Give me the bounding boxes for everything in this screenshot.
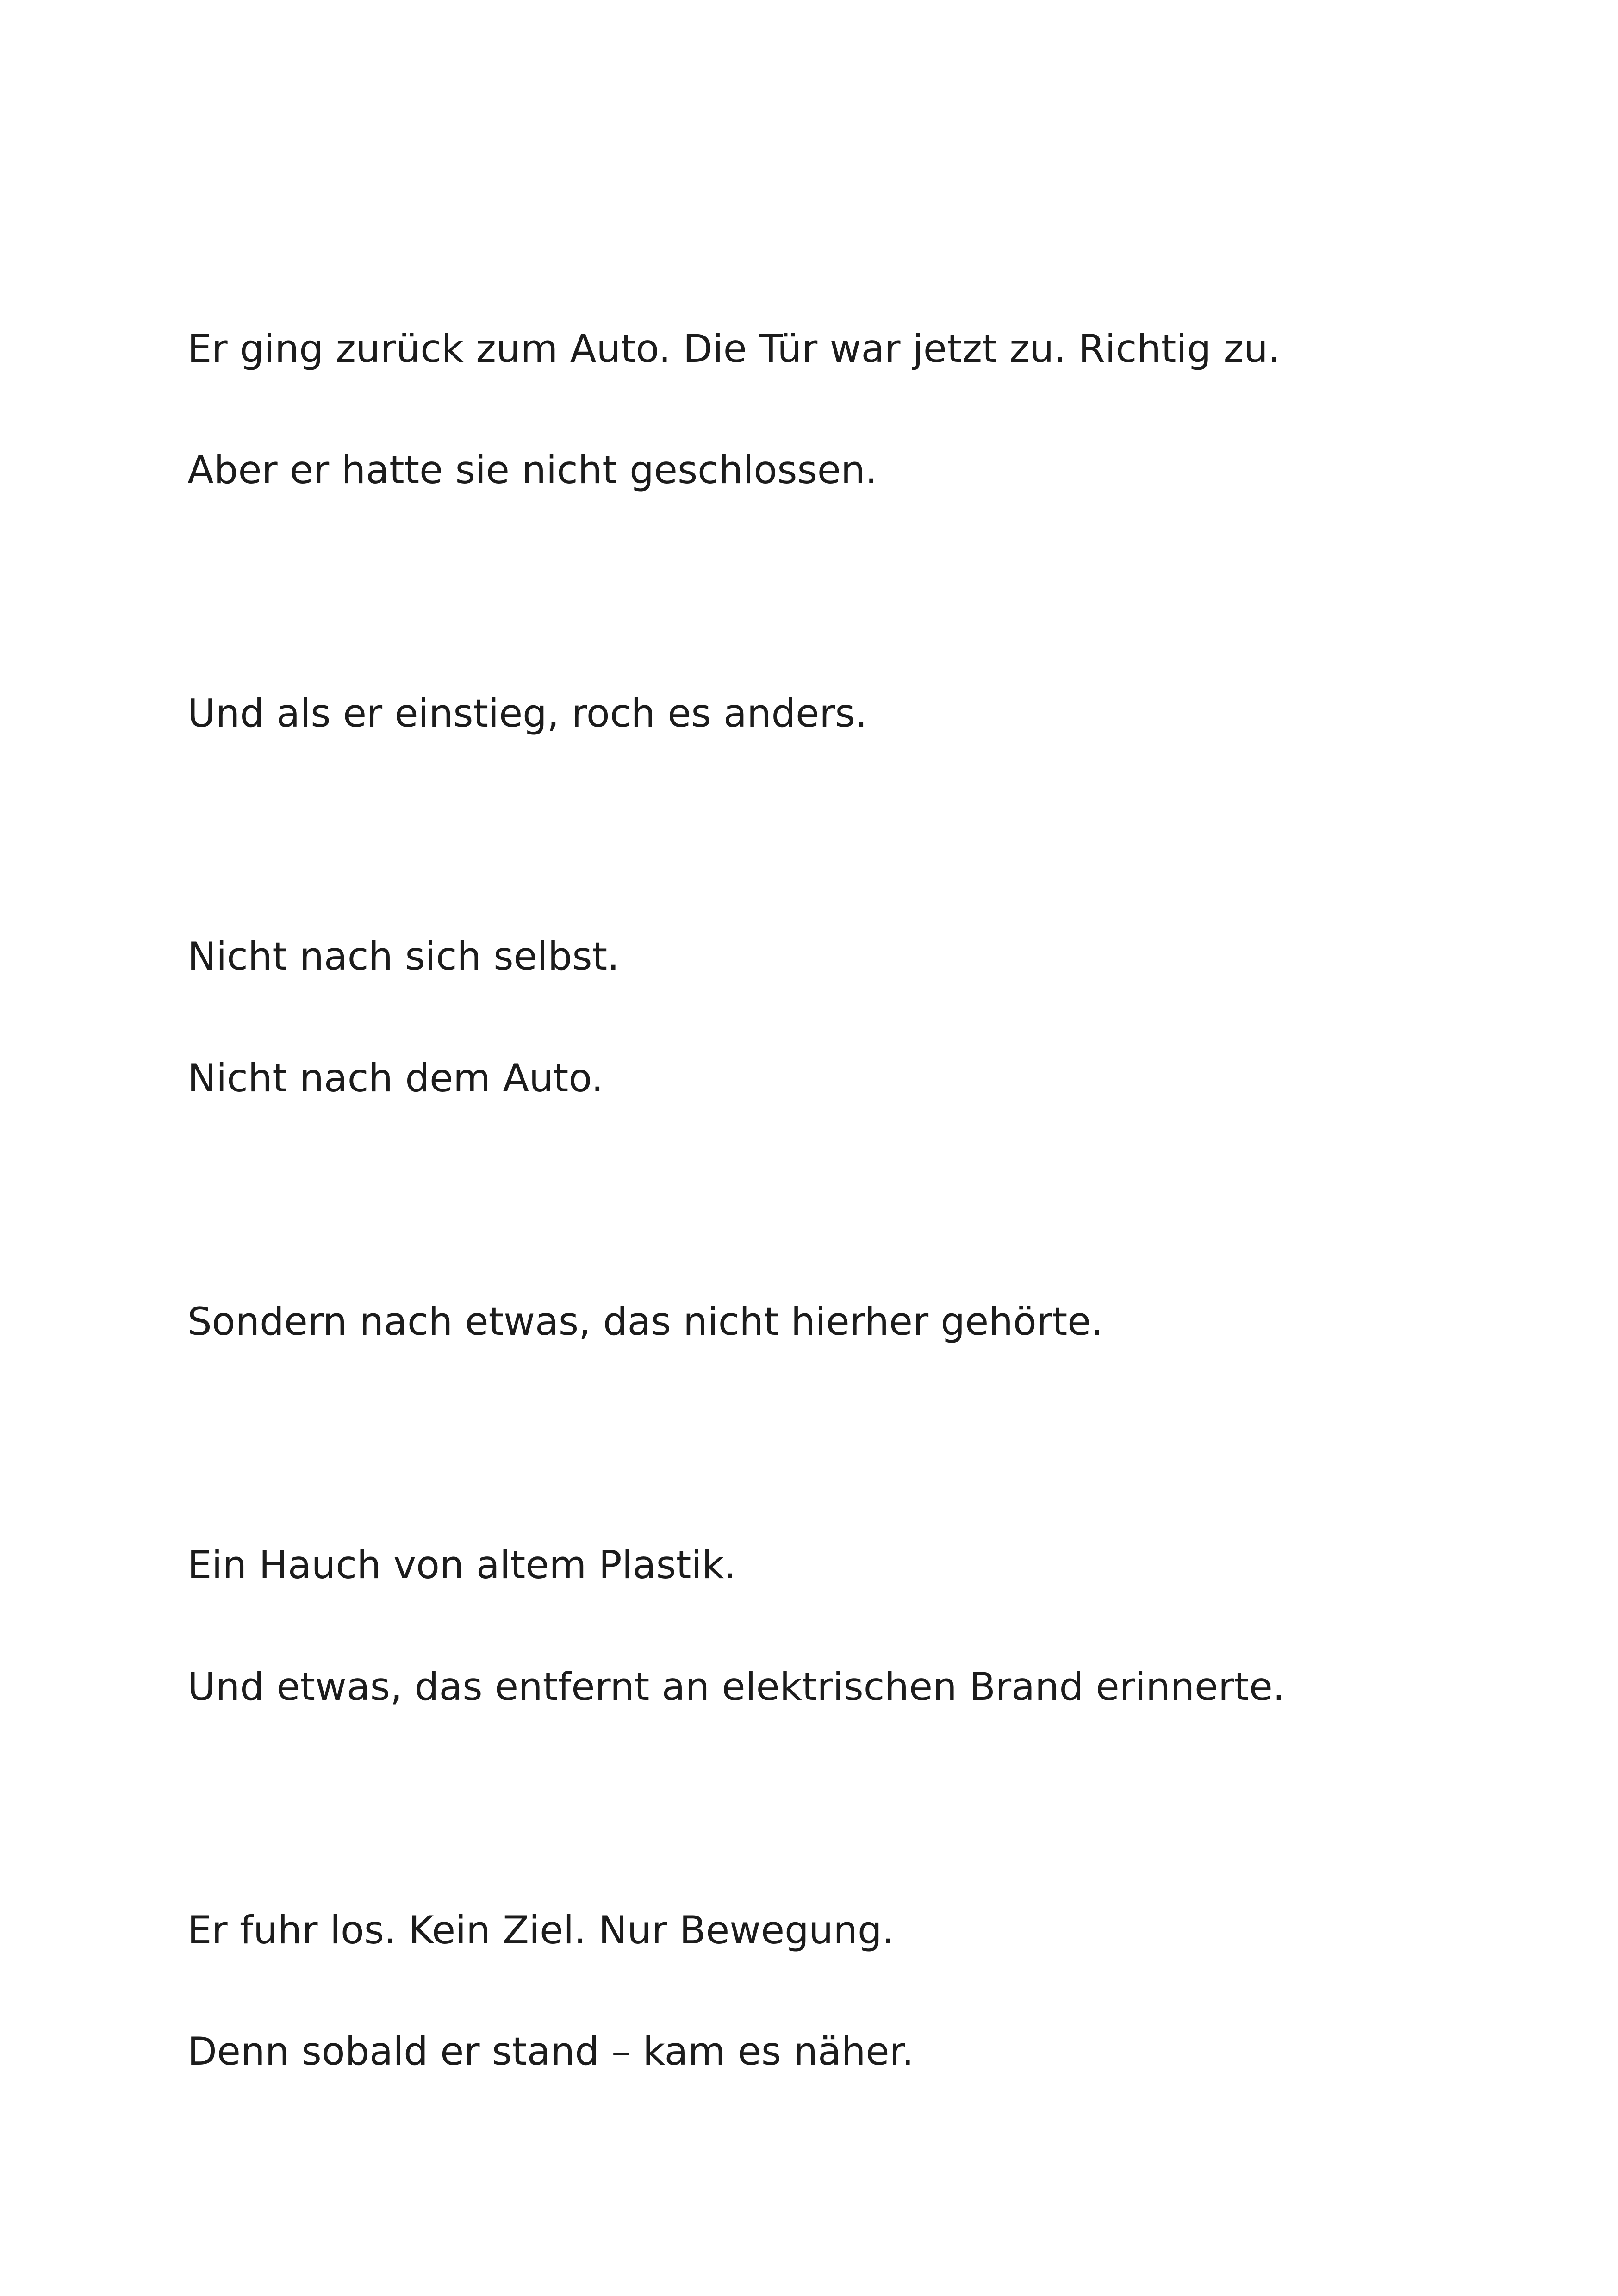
text-line: Aber er hatte sie nicht geschlossen.: [187, 448, 877, 492]
text-line: Ein Hauch von altem Plastik.: [187, 1543, 736, 1587]
text-line: Er ging zurück zum Auto. Die Tür war jetzt zu. Richtig zu.: [187, 326, 1281, 371]
text-line: Sondern nach etwas, das nicht hierher gehörte.: [187, 1299, 1103, 1344]
text-line: Nicht nach sich selbst.: [187, 934, 620, 979]
text-line: Nicht nach dem Auto.: [187, 1056, 604, 1101]
text-line: Und etwas, das entfernt an elektrischen Brand erinnerte.: [187, 1664, 1285, 1709]
text-line: Und als er einstieg, roch es anders.: [187, 691, 867, 736]
text-line: Er fuhr los. Kein Ziel. Nur Bewegung.: [187, 1908, 895, 1953]
text-line: Denn sobald er stand – kam es näher.: [187, 2029, 914, 2074]
